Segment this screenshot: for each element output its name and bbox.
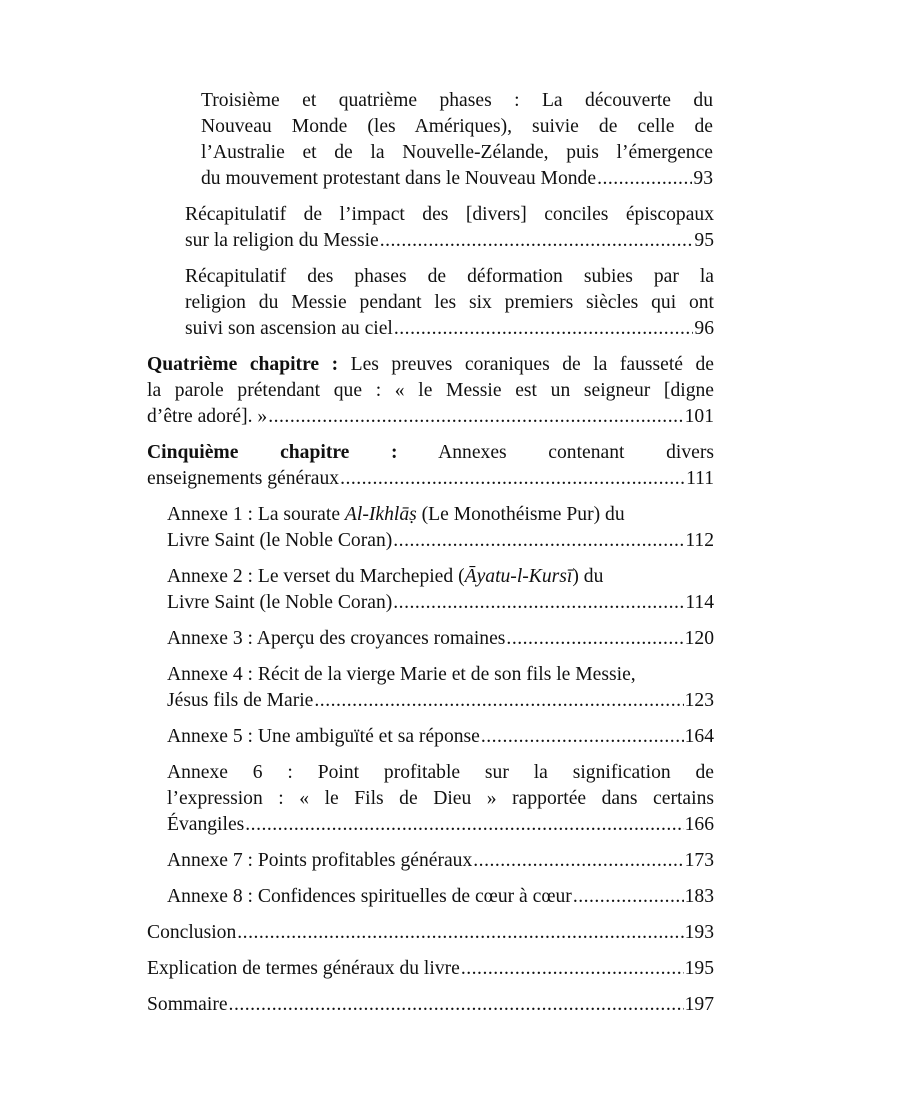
toc-entry-chapitre-5[interactable] <box>147 440 714 492</box>
toc-entry-annexe-5[interactable] <box>167 724 714 750</box>
table-of-contents <box>0 88 900 1028</box>
toc-entry-text-line: Troisième et quatrième phases : La découverte du <box>201 90 713 111</box>
dot-leader <box>245 812 683 838</box>
toc-entry-text: Annexe 5 : Une ambiguïté et sa réponse <box>167 726 480 747</box>
toc-entry-last-line <box>167 590 714 616</box>
verset-name: Āyatu-l-Kursī <box>464 566 573 587</box>
toc-entry-text-line: Annexe 4 : Récit de la vierge Marie et de son fils le Messie, <box>167 664 636 685</box>
page-number: 93 <box>693 168 713 189</box>
toc-entry-last-line <box>147 956 714 982</box>
toc-entry-text-line: religion du Messie pendant les six premiers siècles qui ont <box>185 292 714 313</box>
toc-entry-last-line <box>147 404 714 430</box>
toc-entry-text: Annexe 2 : Le verset du Marchepied ( <box>167 566 465 587</box>
page-number: 183 <box>684 886 714 907</box>
toc-entry-recap-conciles[interactable] <box>185 202 714 254</box>
page-number: 197 <box>684 994 714 1015</box>
toc-entry-sommaire[interactable] <box>147 992 714 1018</box>
toc-entry-text: Jésus fils de Marie <box>167 690 314 711</box>
toc-entry-text: Explication de termes généraux du livre <box>147 958 460 979</box>
dot-leader <box>597 166 692 192</box>
toc-entry-text-line <box>167 502 714 528</box>
toc-entry-annexe-2[interactable] <box>167 564 714 616</box>
dot-leader <box>473 848 683 874</box>
toc-entry-text: ) du <box>572 566 604 587</box>
toc-entry-last-line <box>201 166 713 192</box>
toc-entry-text: Annexe 1 : La sourate <box>167 504 345 525</box>
toc-entry-text-line <box>147 440 714 466</box>
toc-entry-last-line <box>167 688 714 714</box>
page-number: 101 <box>684 406 714 427</box>
toc-entry-text: Annexe 7 : Points profitables généraux <box>167 850 473 871</box>
toc-entry-explication[interactable] <box>147 956 714 982</box>
page-number: 111 <box>686 468 714 489</box>
toc-entry-troisieme-quatrieme-phases[interactable] <box>201 88 713 192</box>
page-number: 123 <box>684 690 714 711</box>
toc-entry-last-line <box>185 316 714 342</box>
toc-entry-last-line <box>185 228 714 254</box>
toc-entry-text: Les preuves coraniques de la fausseté de <box>338 354 714 375</box>
toc-entry-annexe-6[interactable] <box>167 760 714 838</box>
toc-entry-text-line: l’Australie et de la Nouvelle-Zélande, puis l’émergence <box>201 142 713 163</box>
page-number: 173 <box>684 850 714 871</box>
page-number: 195 <box>684 958 714 979</box>
dot-leader <box>461 956 684 982</box>
dot-leader <box>237 920 683 946</box>
toc-entry-annexe-1[interactable] <box>167 502 714 554</box>
page-number: 114 <box>685 592 714 613</box>
toc-entry-text: (Le Monothéisme Pur) du <box>416 504 625 525</box>
toc-entry-last-line <box>167 724 714 750</box>
toc-entry-last-line <box>167 528 714 554</box>
toc-entry-conclusion[interactable] <box>147 920 714 946</box>
toc-entry-last-line <box>147 992 714 1018</box>
toc-entry-text: Annexe 3 : Aperçu des croyances romaines <box>167 628 506 649</box>
toc-entry-text: Annexes contenant divers <box>397 442 714 463</box>
page-number: 193 <box>684 922 714 943</box>
dot-leader <box>393 528 684 554</box>
chapter-label: Quatrième chapitre : <box>147 354 339 375</box>
page-number: 95 <box>694 230 714 251</box>
dot-leader <box>229 992 684 1018</box>
toc-entry-annexe-8[interactable] <box>167 884 714 910</box>
toc-entry-last-line <box>147 466 714 492</box>
dot-leader <box>506 626 683 652</box>
toc-entry-text: Conclusion <box>147 922 237 943</box>
toc-entry-annexe-3[interactable] <box>167 626 714 652</box>
dot-leader <box>393 590 684 616</box>
toc-entry-text-line <box>167 564 714 590</box>
toc-entry-text-line: Récapitulatif de l’impact des [divers] conciles épiscopaux <box>185 204 714 225</box>
toc-entry-last-line <box>167 848 714 874</box>
toc-entry-text: suivi son ascension au ciel <box>185 318 393 339</box>
toc-entry-text-line <box>147 352 714 378</box>
toc-entry-text: d’être adoré]. » <box>147 406 268 427</box>
toc-entry-last-line <box>147 920 714 946</box>
toc-entry-text-line: Récapitulatif des phases de déformation subies par la <box>185 266 714 287</box>
toc-entry-text-line: Nouveau Monde (les Amériques), suivie de celle de <box>201 116 713 137</box>
dot-leader <box>268 404 683 430</box>
dot-leader <box>340 466 685 492</box>
toc-entry-annexe-7[interactable] <box>167 848 714 874</box>
toc-entry-text: du mouvement protestant dans le Nouveau Monde <box>201 168 597 189</box>
toc-entry-last-line <box>167 812 714 838</box>
dot-leader <box>314 688 683 714</box>
toc-entry-chapitre-4[interactable] <box>147 352 714 430</box>
page-number: 96 <box>694 318 714 339</box>
toc-entry-text-line: Annexe 6 : Point profitable sur la signification de <box>167 762 714 783</box>
page-number: 164 <box>684 726 714 747</box>
toc-entry-text: Livre Saint (le Noble Coran) <box>167 530 393 551</box>
page-number: 120 <box>684 628 714 649</box>
dot-leader <box>481 724 684 750</box>
dot-leader <box>380 228 694 254</box>
dot-leader <box>394 316 694 342</box>
toc-entry-text: sur la religion du Messie <box>185 230 379 251</box>
toc-entry-text: Annexe 8 : Confidences spirituelles de cœur à cœur <box>167 886 572 907</box>
toc-entry-text-line: l’expression : « le Fils de Dieu » rapportée dans certains <box>167 788 714 809</box>
toc-entry-last-line <box>167 884 714 910</box>
toc-entry-text-line: la parole prétendant que : « le Messie est un seigneur [digne <box>147 380 714 401</box>
chapter-label: Cinquième chapitre : <box>147 442 398 463</box>
dot-leader <box>573 884 684 910</box>
sourate-name: Al-Ikhlāṣ <box>344 504 417 525</box>
toc-entry-last-line <box>167 626 714 652</box>
page-number: 166 <box>684 814 714 835</box>
toc-entry-text: enseignements généraux <box>147 468 340 489</box>
toc-entry-text: Livre Saint (le Noble Coran) <box>167 592 393 613</box>
page-number: 112 <box>685 530 714 551</box>
toc-entry-recap-phases[interactable] <box>185 264 714 342</box>
toc-entry-text: Sommaire <box>147 994 228 1015</box>
toc-entry-annexe-4[interactable] <box>167 662 714 714</box>
toc-entry-text: Évangiles <box>167 814 245 835</box>
